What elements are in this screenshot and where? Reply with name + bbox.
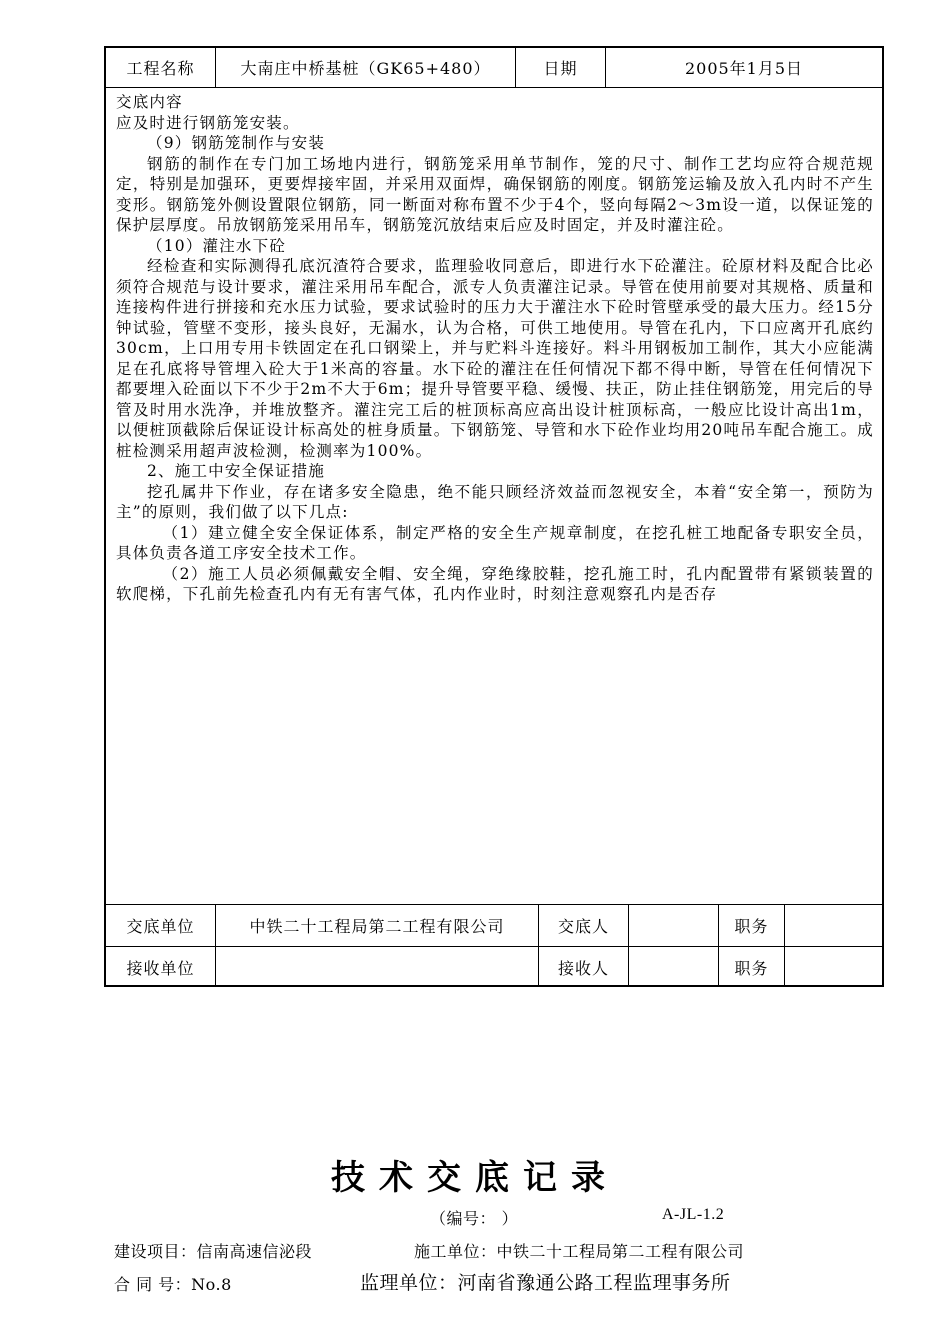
serial-number: （编号： ）: [430, 1209, 519, 1228]
receiver-position-value: [785, 947, 882, 987]
issuer-person-label: 交底人: [539, 905, 629, 946]
issuer-row: [106, 904, 882, 947]
receiver-position-label: 职务: [719, 947, 785, 987]
issuer-unit-label: 交底单位: [106, 905, 216, 946]
paragraph-safety-intro: 挖孔属井下作业，存在诸多安全隐患，绝不能只顾经济效益而忽视安全，本着“安全第一，预防为主”的原则，我们做了以下几点:: [116, 482, 874, 521]
page-title: 技术交底记录: [331, 1158, 619, 1198]
paragraph-underwater-concrete: 经检查和实际测得孔底沉渣符合要求，监理验收同意后，即进行水下砼灌注。砼原材料及配合比必须符合规范与设计要求，灌注采用吊车配合，派专人负责灌注记录。导管在使用前要对其规格、质量和连接构件进行拼接和充水压力试验，要求试验时的压力大于灌注水下砼时管壁承受的最大压力。经15分钟试验，管壁不变形，接头良好，无漏水，认为合格，可供工地使用。导管在孔内，下口应离开孔底约30cm，上口用专用卡铁固定在孔口钢梁上，并与贮料斗连接好。料斗用钢板加工制作，其大小应能满足在孔底将导管埋入砼大于1米高的容量。水下砼的灌注在任何情况下都不得中断，导管在任何情况下都要埋入砼面以下不少于2m不大于6m；提升导管要平稳、缓慢、扶正，防止挂住钢筋笼，用完后的导管及时用水洗净，并堆放整齐。灌注完工后的桩顶标高应高出设计桩顶标高，一般应比设计高出1m，以便桩顶截除后保证设计标高处的桩身质量。下钢筋笼、导管和水下砼作业均用20吨吊车配合施工。成桩检测采用超声波检测，检测率为100%。: [116, 257, 874, 460]
receiver-person-value: [629, 947, 719, 987]
issuer-position-value: [785, 905, 882, 946]
date-label: 日期: [516, 48, 606, 87]
receiver-person-label: 接收人: [539, 947, 629, 987]
project-name-label: 工程名称: [106, 48, 216, 87]
construction-unit: 施工单位：中铁二十工程局第二工程有限公司: [414, 1242, 745, 1261]
supervision-unit: 监理单位：河南省豫通公路工程监理事务所: [360, 1272, 731, 1294]
receiver-unit-label: 接收单位: [106, 947, 216, 987]
paragraph-rebar-cage: 钢筋的制作在专门加工场地内进行，钢筋笼采用单节制作，笼的尺寸、制作工艺均应符合规范规定，特别是加强环，更要焊接牢固，并采用双面焊，确保钢筋的刚度。钢筋笼运输及放入孔内时不产生变形。钢筋笼外侧设置限位钢筋，同一断面对称布置不少于4个，竖向每隔2～3m设一道，以保证笼的保护层厚度。吊放钢筋笼采用吊车，钢筋笼沉放结束后应及时固定，并及时灌注砼。: [116, 154, 874, 234]
date-value: 2005年1月5日: [684, 59, 804, 78]
heading-underwater-concrete: （10）灌注水下砼: [147, 236, 287, 255]
construction-project: 建设项目：信南高速信泌段: [114, 1242, 313, 1261]
form-code: A-JL-1.2: [662, 1206, 725, 1223]
disclosure-form: [104, 46, 884, 987]
header-row: [106, 48, 882, 88]
receiver-unit-value: [216, 947, 539, 987]
heading-safety-measures: 2、施工中安全保证措施: [147, 462, 326, 480]
paragraph-safety-2: （2）施工人员必须佩戴安全帽、安全绳，穿绝缘胶鞋，挖孔施工时，孔内配置带有紧锁装置的软爬梯，下孔前先检查孔内有无有害气体，孔内作业时，时刻注意观察孔内是否存: [116, 564, 874, 603]
content-label: 交底内容: [116, 93, 183, 111]
paragraph-safety-1: （1）建立健全安全保证体系，制定严格的安全生产规章制度，在挖孔桩工地配备专职安全员，具体负责各道工序安全技术工作。: [116, 523, 874, 562]
contract-number: 合 同 号：No.8: [114, 1275, 232, 1294]
project-name-value: 大南庄中桥基桩（GK65+480）: [216, 48, 516, 87]
issuer-position-label: 职务: [719, 905, 785, 946]
heading-rebar-cage: （9）钢筋笼制作与安装: [147, 134, 326, 152]
paragraph-continuation: 应及时进行钢筋笼安装。: [116, 113, 300, 132]
receiver-row: [106, 947, 882, 987]
issuer-unit-value: 中铁二十工程局第二工程有限公司: [216, 905, 539, 946]
issuer-person-value: [629, 905, 719, 946]
disclosure-content: [116, 92, 874, 605]
